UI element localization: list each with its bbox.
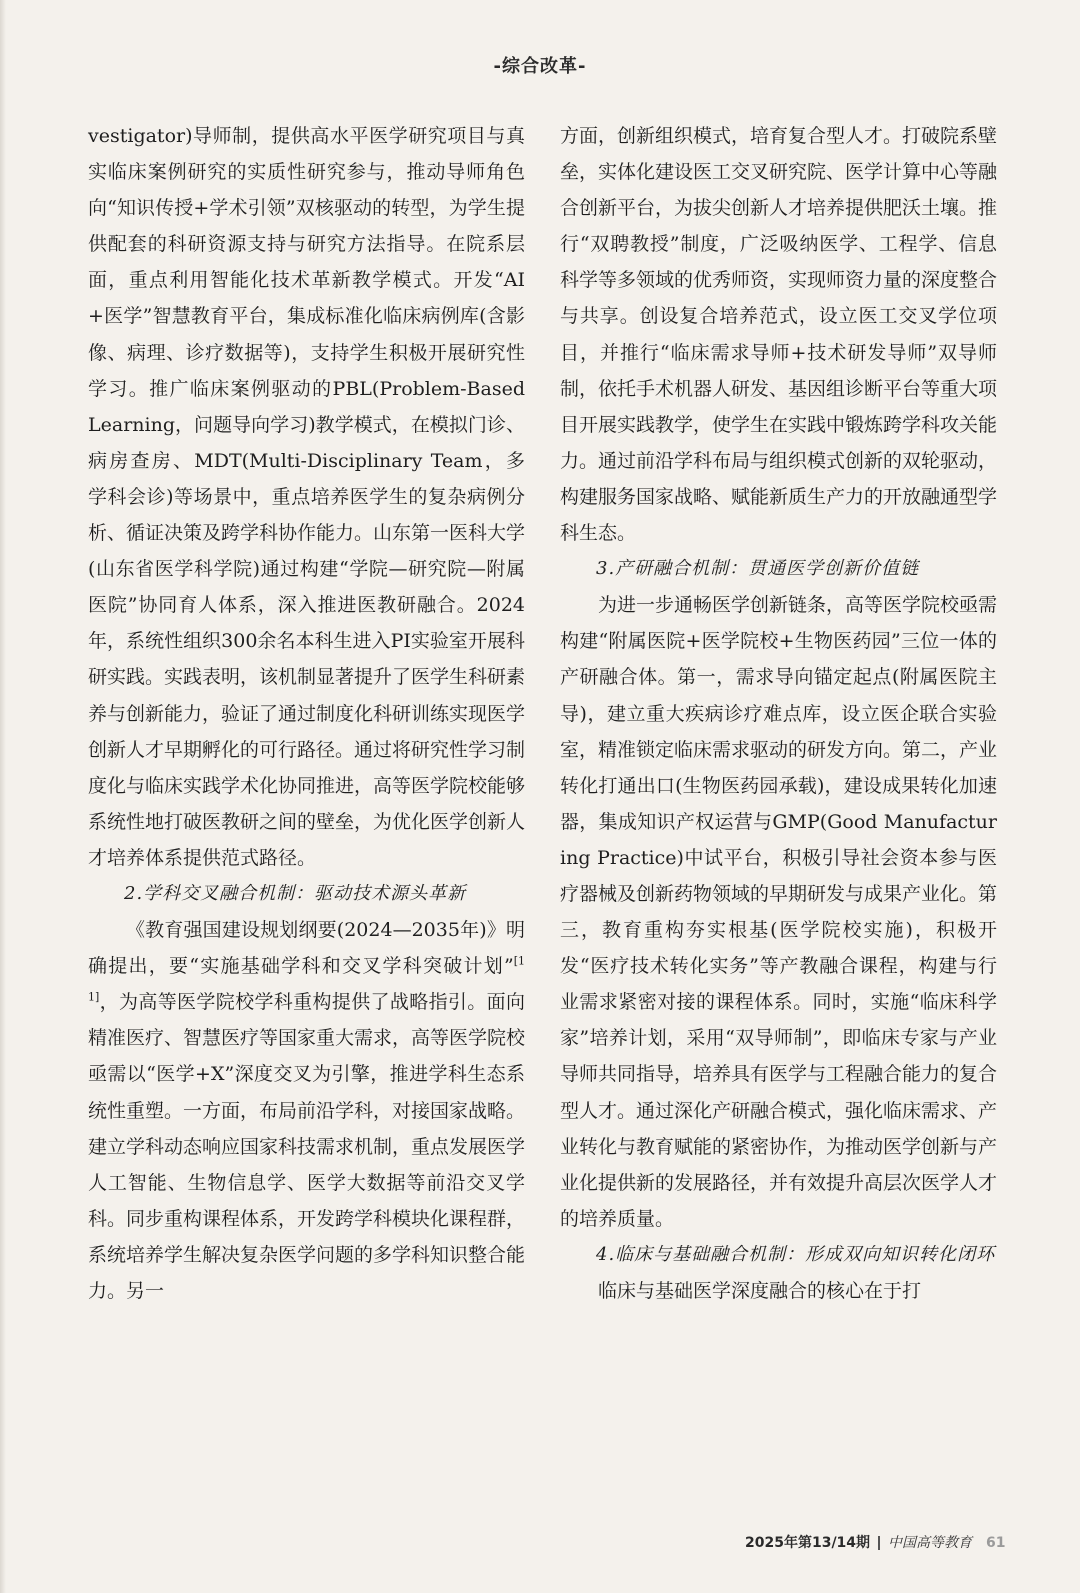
section-heading-4: 4.临床与基础融合机制：形成双向知识转化闭环 [596,1243,996,1265]
paragraph-continued: 方面，创新组织模式，培育复合型人才。打破院系壁垒，实体化建设医工交叉研究院、医学计算中心等融合创新平台，为拔尖创新人才培养提供肥沃土壤。推行“双聘教授”制度，广泛吸纳医学、工程学、信息科学等多领域的优秀师资，实现师资力量的深度整合与共享。创设复合培养范式，设立医工交叉学位项目，并推行“临床需求导师+技术研发导师”双导师制，依托手术机器人研发、基因组诊断平台等重大项目开展实践教学，使学生在实践中锻炼跨学科攻关能力。通过前沿学科布局与组织模式创新的双轮驱动，构建服务国家战略、赋能新质生产力的开放融通型学科生态。 [560,125,998,545]
running-head-section-title: -综合改革- [493,56,587,77]
page-number: 61 [986,1535,1006,1551]
paragraph [88,912,525,1309]
issue-label: 2025年第13/14期 [745,1535,871,1551]
journal-name: 中国高等教育 [888,1535,973,1551]
paragraph-text: ，为高等医学院校学科重构提供了战略指引。面向精准医疗、智慧医疗等国家重大需求，高等医学院校亟需以“医学+X”深度交叉为引擎，推进学科生态系统性重塑。一方面，布局前沿学科，对接国家战略。建立学科动态响应国家科技需求机制，重点发展医学人工智能、生物信息学、医学大数据等前沿交叉学科。同步重构课程体系，开发跨学科模块化课程群，系统培养学生解决复杂医学问题的多学科知识整合能力。另一 [88,991,526,1302]
section-heading-3: 3.产研融合机制：贯通医学创新价值链 [596,558,920,580]
left-column [88,118,525,1309]
paragraph-text: 《教育强国建设规划纲要(2024—2035年)》明确提出，要“实施基础学科和交叉学科突破计划” [88,919,525,978]
right-column [560,118,997,1309]
page-footer [745,1532,1006,1552]
paragraph-continued: vestigator)导师制，提供高水平医学研究项目与真实临床案例研究的实质性研究参与，推动导师角色向“知识传授+学术引领”双核驱动的转型，为学生提供配套的科研资源支持与研究方法指导。在院系层面，重点利用智能化技术革新教学模式。开发“AI+医学”智慧教育平台，集成标准化临床病例库(含影像、病理、诊疗数据等)，支持学生积极开展研究性学习。推广临床案例驱动的PBL(Problem-Based Learning，问题导向学习)教学模式，在模拟门诊、病房查房、MDT(Multi-Disciplinary Team，多学科会诊)等场景中，重点培养医学生的复杂病例分析、循证决策及跨学科协作能力。山东第一医科大学(山东省医学科学院)通过构建“学院—研究院—附属医院”协同育人体系，深入推进医教研融合。2024年，系统性组织300余名本科生进入PI实验室开展科研实践。实践表明，该机制显著提升了医学生科研素养与创新能力，验证了通过制度化科研训练实现医学创新人才早期孵化的可行路径。通过将研究性学习制度化与临床实践学术化协同推进，高等医学院校能够系统性地打破医教研之间的壁垒，为优化医学创新人才培养体系提供范式路径。 [88,125,526,869]
page-edge-shadow [0,0,6,1593]
section-heading-2: 2.学科交叉融合机制：驱动技术源头革新 [124,882,467,904]
paragraph: 为进一步通畅医学创新链条，高等医学院校亟需构建“附属医院+医学院校+生物医药园”三位一体的产研融合体。第一，需求导向锚定起点(附属医院主导)，建立重大疾病诊疗难点库，设立医企联合实验室，精准锁定临床需求驱动的研发方向。第二，产业转化打通出口(生物医药园承载)，建设成果转化加速器，集成知识产权运营与GMP(Good Manufacturing Practice)中试平台，积极引导社会资本参与医疗器械及创新药物领域的早期研发与成果产业化。第三，教育重构夯实根基(医学院校实施)，积极开发“医疗技术转化实务”等产教融合课程，构建与行业需求紧密对接的课程体系。同时，实施“临床科学家”培养计划，采用“双导师制”，即临床专家与产业导师共同指导，培养具有医学与工程融合能力的复合型人才。通过深化产研融合模式，强化临床需求、产业转化与教育赋能的紧密协作，为推动医学创新与产业化提供新的发展路径，并有效提升高层次医学人才的培养质量。 [560,594,998,1230]
footer-divider [878,1536,880,1550]
citation-ref: [11] [88,954,525,1004]
paragraph: 临床与基础医学深度融合的核心在于打 [598,1280,922,1302]
